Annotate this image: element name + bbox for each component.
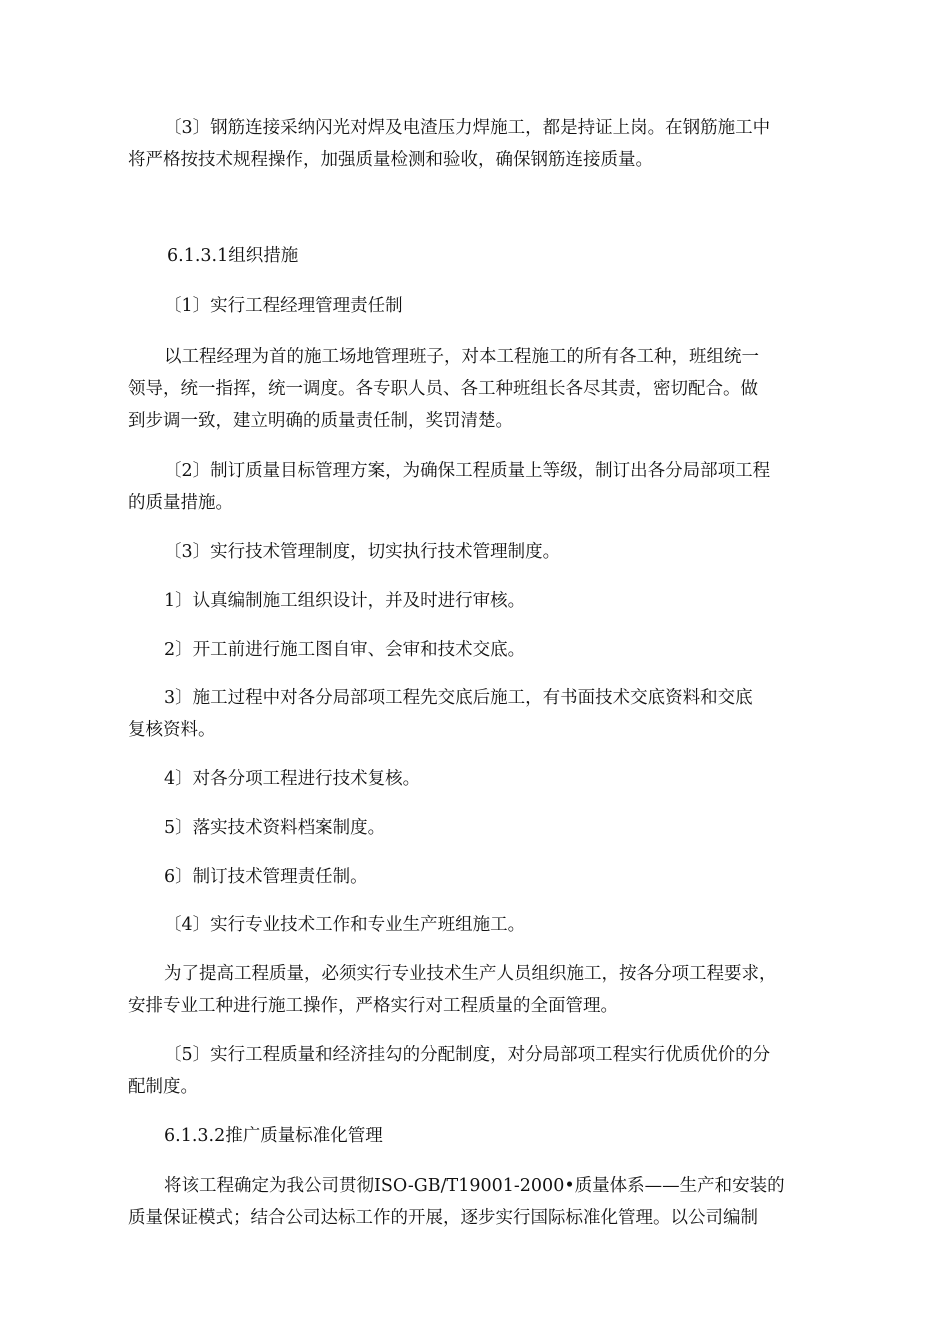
- paragraph-manager-team: 以工程经理为首的施工场地管理班子，对本工程施工的所有各工种，班组统一 领导，统一指挥，统一调度。各专职人员、各工种班组长各尽其责，密切配合。做 到步调一致，建立明确的质量责任制，奖罚清楚。: [128, 347, 759, 431]
- paragraph-item-1: 〔1〕实行工程经理管理责任制: [164, 296, 403, 316]
- paragraph-subitem-2: 2〕开工前进行施工图自审、会审和技术交底。: [164, 640, 526, 660]
- paragraph-item-4: 〔4〕实行专业技术工作和专业生产班组施工。: [164, 915, 526, 935]
- section-heading-organization: 6.1.3.1组织措施: [167, 246, 299, 266]
- section-heading-standardization: 6.1.3.2推广质量标准化管理: [164, 1126, 383, 1146]
- paragraph-item-2: 〔2〕制订质量目标管理方案，为确保工程质量上等级，制订出各分局部项工程 的质量措施。: [128, 461, 771, 513]
- paragraph-subitem-5: 5〕落实技术资料档案制度。: [164, 818, 386, 838]
- paragraph-subitem-6: 6〕制订技术管理责任制。: [164, 867, 368, 887]
- paragraph-iso-standard: 将该工程确定为我公司贯彻ISO-GB/T19001-2000•质量体系——生产和安装的 质量保证模式；结合公司达标工作的开展，逐步实行国际标准化管理。以公司编制: [128, 1176, 785, 1228]
- paragraph-item-5: 〔5〕实行工程质量和经济挂勾的分配制度，对分局部项工程实行优质优价的分 配制度。: [128, 1045, 771, 1097]
- paragraph-subitem-1: 1〕认真编制施工组织设计，并及时进行审核。: [164, 591, 526, 611]
- paragraph-rebar-connection: 〔3〕钢筋连接采纳闪光对焊及电渣压力焊施工，都是持证上岗。在钢筋施工中 将严格按技术规程操作，加强质量检测和验收，确保钢筋连接质量。: [128, 118, 771, 170]
- paragraph-item-3: 〔3〕实行技术管理制度，切实执行技术管理制度。: [164, 542, 561, 562]
- paragraph-subitem-4: 4〕对各分项工程进行技术复核。: [164, 769, 421, 789]
- paragraph-specialized-staff: 为了提高工程质量，必须实行专业技术生产人员组织施工，按各分项工程要求， 安排专业工种进行施工操作，严格实行对工程质量的全面管理。: [128, 964, 777, 1016]
- paragraph-subitem-3: 3〕施工过程中对各分局部项工程先交底后施工，有书面技术交底资料和交底 复核资料。: [128, 688, 753, 740]
